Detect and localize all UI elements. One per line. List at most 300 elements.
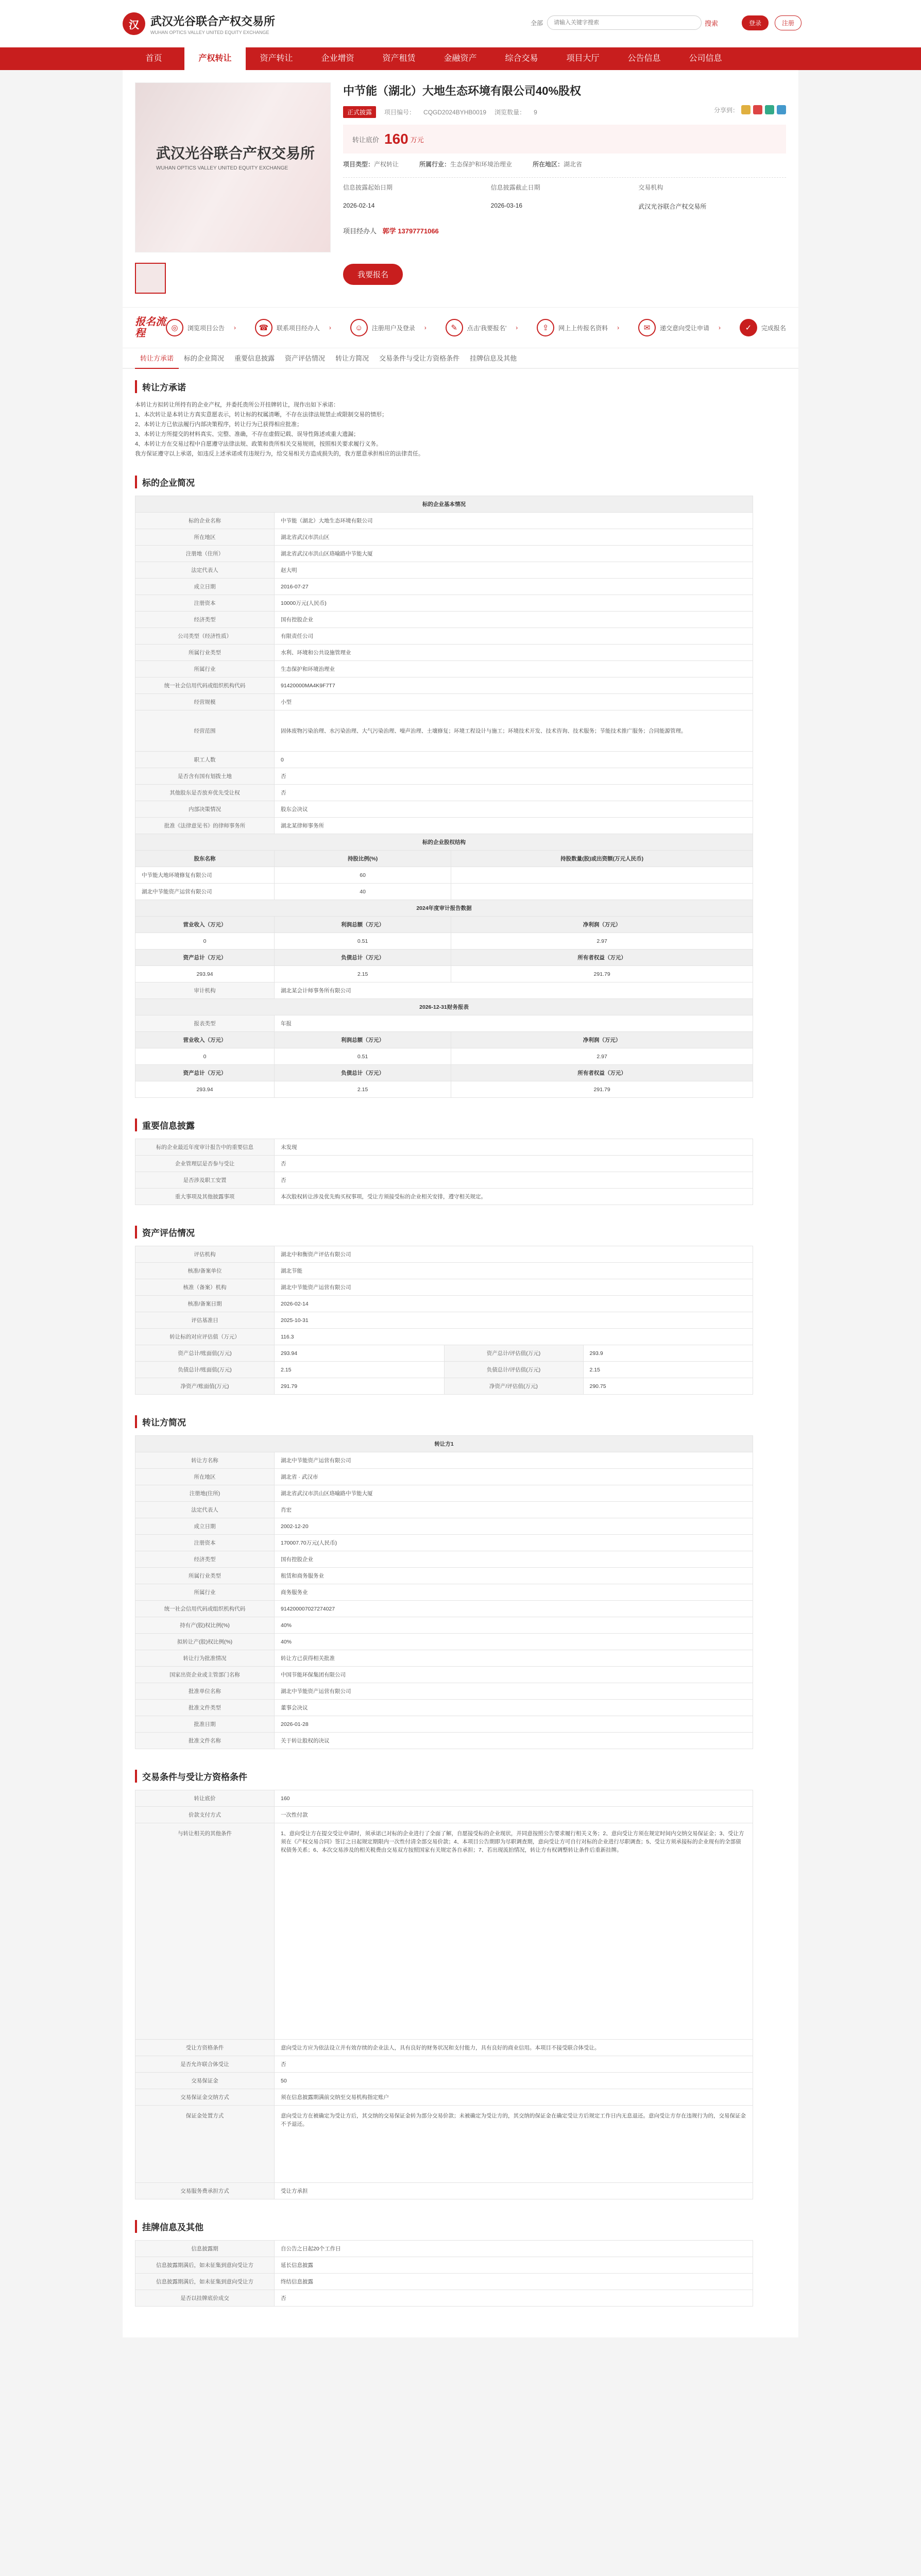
text	[451, 867, 753, 884]
row-value: 否	[275, 2290, 753, 2307]
table-row	[135, 966, 753, 982]
text: 资产总计（万元）	[135, 1065, 275, 1081]
contact-phone: 郭学 13797771066	[382, 227, 439, 235]
table-row	[135, 1733, 753, 1749]
text: 湖北某会计师事务所有限公司	[275, 982, 753, 999]
row-label: 转让行为批准情况	[135, 1650, 275, 1667]
nav-comprehensive[interactable]: 综合交易	[505, 54, 538, 63]
project-thumbnail[interactable]	[135, 263, 166, 294]
row-label: 企业管理层是否参与受让	[135, 1156, 275, 1172]
table-row	[135, 677, 753, 694]
row-value: 40%	[275, 1634, 753, 1650]
table-row	[135, 1296, 753, 1312]
row-value: 一次性付款	[275, 1807, 753, 1823]
text: 点击'我要报名'	[467, 324, 507, 332]
table-row	[135, 2183, 753, 2199]
row-value: 有限责任公司	[275, 628, 753, 645]
table-row	[135, 1683, 753, 1700]
row-label: 价款支付方式	[135, 1807, 275, 1823]
row-label: 净资产/评估值(万元)	[444, 1378, 583, 1395]
row-value: 91420000MA4K9F7T7	[275, 677, 753, 694]
text: 净利润（万元）	[451, 1032, 753, 1048]
nav-company-info[interactable]: 公司信息	[689, 54, 722, 63]
row-label: 评估机构	[135, 1246, 275, 1263]
row-value: 否	[275, 785, 753, 801]
section-title: 重要信息披露	[135, 1118, 786, 1131]
tab-transferor[interactable]: 转让方简况	[335, 354, 369, 362]
row-value: 0	[275, 752, 753, 768]
company-table	[135, 496, 753, 1098]
flow-step	[255, 319, 331, 336]
text: 净利润（万元）	[451, 917, 753, 933]
section-title: 转让方承诺	[135, 380, 786, 393]
text: 报表类型	[135, 1015, 275, 1032]
row-label: 公司类型（经济性质）	[135, 628, 275, 645]
contact-label: 项目经办人	[343, 227, 377, 235]
project-code: CQGD2024BYHB0019	[423, 108, 487, 116]
text: 291.79	[451, 966, 753, 982]
row-label: 负债总计/账面值(万元)	[135, 1362, 275, 1378]
text: 资产总计（万元）	[135, 950, 275, 966]
transferor-section	[123, 1395, 798, 1428]
text: 负债总计（万元）	[275, 1065, 451, 1081]
table-row	[135, 1378, 753, 1395]
end-date-label: 信息披露截止日期	[490, 184, 540, 191]
row-label: 资产总计/账面值(万元)	[135, 1345, 275, 1362]
row-value: 湖北中节能资产运营有限公司	[275, 1683, 753, 1700]
flow-step	[740, 319, 786, 336]
table-row	[135, 1823, 753, 2040]
row-label: 职工人数	[135, 752, 275, 768]
commitment-text: 4、本转让方在交易过程中自愿遵守法律法规、政策和贵所相关交易规则，按照相关要求履行义务。	[135, 441, 382, 447]
row-label: 经营规模	[135, 694, 275, 710]
company-section	[123, 464, 798, 488]
table-row	[135, 1790, 753, 1807]
section-title: 转让方简况	[135, 1415, 786, 1428]
table-row	[135, 1518, 753, 1535]
nav-asset-lease[interactable]: 资产租赁	[382, 54, 416, 63]
logo-mark-icon: 汉	[123, 12, 145, 35]
row-label: 其他股东是否放弃优先受让权	[135, 785, 275, 801]
row-label: 信息披露期满后，如未征集到意向受让方	[135, 2257, 275, 2274]
price-box	[343, 125, 786, 154]
tab-commitment[interactable]: 转让方承诺	[135, 353, 179, 369]
row-value: 290.75	[583, 1378, 753, 1395]
row-label: 国家出资企业或主管部门名称	[135, 1667, 275, 1683]
col-header: 持股比例(%)	[275, 851, 451, 867]
arrow-icon: ›	[329, 324, 331, 331]
row-label: 评估基准日	[135, 1312, 275, 1329]
flow-step	[446, 319, 518, 336]
table-row	[135, 1617, 753, 1634]
table-row	[135, 884, 753, 900]
table-row	[135, 1568, 753, 1584]
table-header: 标的企业基本情况	[135, 496, 753, 513]
row-label: 是否以挂牌底价成交	[135, 2290, 275, 2307]
views-label: 浏览数量：	[494, 109, 526, 116]
valuation-table	[135, 1246, 753, 1395]
row-label: 批准单位名称	[135, 1683, 275, 1700]
row-value: 本次股权转让涉及优先购买权事项，受让方须接受标的企业相关安排，遵守相关规定。	[275, 1189, 753, 1205]
row-value: 中国节能环保集团有限公司	[275, 1667, 753, 1683]
row-value: 40%	[275, 1617, 753, 1634]
flow-title: 报名流程	[135, 316, 166, 339]
project-image-subtitle: WUHAN OPTICS VALLEY UNITED EQUITY EXCHANGE	[156, 165, 288, 171]
section-title: 标的企业简况	[135, 476, 786, 488]
arrow-icon: ›	[719, 324, 721, 331]
region-label: 所在地区：	[533, 161, 564, 168]
text: 291.79	[451, 1081, 753, 1098]
text: 负债总计（万元）	[275, 950, 451, 966]
upload-icon: ⇪	[537, 319, 554, 336]
nav-equity-transfer[interactable]: 产权转让	[184, 47, 246, 70]
valuation-section	[123, 1205, 798, 1239]
nav-asset-transfer[interactable]: 资产转让	[260, 54, 293, 63]
start-date: 2026-02-14	[343, 202, 375, 209]
disclosure-table	[135, 1139, 753, 1205]
row-label: 标的企业最近年度审计报告中的重要信息	[135, 1139, 275, 1156]
search-input[interactable]	[547, 15, 702, 30]
row-label: 交易服务费承担方式	[135, 2183, 275, 2199]
row-value: 湖北省 · 武汉市	[275, 1469, 753, 1485]
row-value: 商务服务业	[275, 1584, 753, 1601]
row-label: 资产总计/评估值(万元)	[444, 1345, 583, 1362]
table-row	[135, 1015, 753, 1032]
qq-icon[interactable]	[777, 105, 786, 114]
table-row	[135, 1279, 753, 1296]
text: 0.51	[275, 1048, 451, 1065]
nav-project-hall[interactable]: 项目大厅	[566, 54, 600, 63]
text: 递交意向受让申请	[660, 324, 710, 332]
project-title: 中节能（湖北）大地生态环境有限公司40%股权	[343, 84, 582, 97]
table-row	[135, 2089, 753, 2106]
row-value: 股东会决议	[275, 801, 753, 818]
row-value: 湖北省武汉市洪山区珞喻路中节能大厦	[275, 546, 753, 562]
row-label: 统一社会信用代码或组织机构代码	[135, 677, 275, 694]
project-summary	[123, 70, 798, 307]
row-value: 租赁和商务服务业	[275, 1568, 753, 1584]
row-value: 意向受让方应为依法设立并有效存续的企业法人，具有良好的财务状况和支付能力，具有良好的商业信用。本项目不接受联合体受让。	[275, 2040, 753, 2056]
row-value: 董事会决议	[275, 1700, 753, 1716]
row-value: 须在信息披露期满前交纳至交易机构指定账户	[275, 2089, 753, 2106]
table-row	[135, 917, 753, 933]
row-label: 所属行业	[135, 661, 275, 677]
logo-subtitle: WUHAN OPTICS VALLEY UNITED EQUITY EXCHANGE	[150, 29, 269, 35]
text: 注册用户及登录	[371, 324, 415, 332]
row-label: 信息披露期	[135, 2241, 275, 2257]
table-row	[135, 752, 753, 768]
phone-icon: ☎	[255, 319, 272, 336]
row-value: 小型	[275, 694, 753, 710]
table-row	[135, 1172, 753, 1189]
tab-listing[interactable]: 挂牌信息及其他	[470, 354, 517, 362]
project-image-title: 武汉光谷联合产权交易所	[156, 145, 315, 162]
row-label: 法定代表人	[135, 562, 275, 579]
register-button[interactable]: 注册	[775, 15, 801, 30]
table-row	[135, 2290, 753, 2307]
detail-tabs	[123, 348, 798, 369]
table-row	[135, 1345, 753, 1362]
table-row	[135, 579, 753, 595]
text: 40	[275, 884, 451, 900]
table-row	[135, 785, 753, 801]
row-label: 批准文件名称	[135, 1733, 275, 1749]
table-row	[135, 1535, 753, 1551]
row-label: 批准日期	[135, 1716, 275, 1733]
row-label: 拟转让产(股)权比例(%)	[135, 1634, 275, 1650]
search-bar	[531, 15, 718, 30]
row-label: 经营范围	[135, 710, 275, 752]
text: 0.51	[275, 933, 451, 950]
browse-icon: ◎	[166, 319, 183, 336]
row-label: 所属行业类型	[135, 1568, 275, 1584]
start-date-label: 信息披露起始日期	[343, 184, 393, 191]
text: 营业收入（万元）	[135, 1032, 275, 1048]
row-label: 核准/备案单位	[135, 1263, 275, 1279]
text: 0	[135, 1048, 275, 1065]
table-row	[135, 2056, 753, 2073]
end-date: 2026-03-16	[490, 202, 523, 209]
nav-home[interactable]: 首页	[145, 54, 162, 63]
contact-info	[343, 226, 439, 235]
row-label: 负债总计/评估值(万元)	[444, 1362, 583, 1378]
row-value: 国有控股企业	[275, 612, 753, 628]
row-label: 是否允许联合体受让	[135, 2056, 275, 2073]
listing-section	[123, 2199, 798, 2233]
row-label: 保证金处置方式	[135, 2106, 275, 2183]
table-row	[135, 1502, 753, 1518]
text: 审计机构	[135, 982, 275, 999]
table-row	[135, 1139, 753, 1156]
text: 利润总额（万元）	[275, 1032, 451, 1048]
table-row	[135, 1065, 753, 1081]
row-value: 湖北中节能资产运营有限公司	[275, 1279, 753, 1296]
type-value: 产权转让	[374, 161, 399, 168]
row-label: 统一社会信用代码或组织机构代码	[135, 1601, 275, 1617]
row-label: 所属行业	[135, 1584, 275, 1601]
table-row	[135, 768, 753, 785]
table-row	[135, 867, 753, 884]
row-value: 2.15	[275, 1362, 445, 1378]
transferor-table	[135, 1435, 753, 1749]
table-row	[135, 710, 753, 752]
project-attributes	[343, 160, 786, 168]
row-value: 2026-01-28	[275, 1716, 753, 1733]
row-label: 成立日期	[135, 579, 275, 595]
row-label: 经济类型	[135, 612, 275, 628]
text: 293.94	[135, 1081, 275, 1098]
table-row	[135, 2040, 753, 2056]
submit-icon: ✉	[638, 319, 656, 336]
qzone-icon[interactable]	[741, 105, 751, 114]
text: 2.97	[451, 933, 753, 950]
table-row	[135, 1485, 753, 1502]
row-value: 160	[275, 1790, 753, 1807]
arrow-icon: ›	[617, 324, 620, 331]
text: 60	[275, 867, 451, 884]
disclosure-section	[123, 1098, 798, 1131]
row-label: 信息披露期满后，如未征集到意向受让方	[135, 2274, 275, 2290]
table-row	[135, 1650, 753, 1667]
text: 网上上传报名资料	[558, 324, 608, 332]
row-value: 否	[275, 1156, 753, 1172]
status-badge: 正式披露	[343, 106, 376, 118]
table-row	[135, 1667, 753, 1683]
table-row	[135, 1716, 753, 1733]
nav-financial-assets[interactable]: 金融资产	[444, 54, 477, 63]
disclosure-dates	[343, 177, 786, 216]
wechat-icon[interactable]	[765, 105, 774, 114]
row-value: 湖北省武汉市洪山区	[275, 529, 753, 546]
table-header: 转让方1	[135, 1436, 753, 1452]
row-value: 水利、环境和公共设施管理业	[275, 645, 753, 661]
row-value: 2026-02-14	[275, 1296, 753, 1312]
search-scope-select[interactable]: 全部	[531, 19, 543, 27]
industry-value: 生态保护和环境治理业	[450, 161, 513, 168]
row-value: 湖北省武汉市洪山区珞喻路中节能大厦	[275, 1485, 753, 1502]
commitment-text: 2、本转让方已依法履行内部决策程序，转让行为已获得相应批准；	[135, 421, 303, 428]
table-row	[135, 1551, 753, 1568]
row-value: 肖宏	[275, 1502, 753, 1518]
row-value: 2016-07-27	[275, 579, 753, 595]
table-row	[135, 1081, 753, 1098]
table-row	[135, 1048, 753, 1065]
row-value: 自公告之日起20个工作日	[275, 2241, 753, 2257]
table-row	[135, 950, 753, 966]
main-nav	[0, 47, 921, 70]
row-label: 是否含有国有划拨土地	[135, 768, 275, 785]
text: 2.15	[275, 966, 451, 982]
table-row	[135, 2241, 753, 2257]
arrow-icon: ›	[424, 324, 427, 331]
user-icon: ☺	[350, 319, 368, 336]
views-count: 9	[534, 108, 537, 116]
row-value: 国有控股企业	[275, 1551, 753, 1568]
share-label: 分享到：	[713, 106, 739, 114]
table-row	[135, 2257, 753, 2274]
row-value: 转让方已获得相关批准	[275, 1650, 753, 1667]
table-row	[135, 1189, 753, 1205]
text: 浏览项目公告	[187, 324, 225, 332]
table-row	[135, 2106, 753, 2183]
flow-step	[166, 319, 236, 336]
industry-label: 所属行业：	[419, 161, 451, 168]
row-label: 注册资本	[135, 1535, 275, 1551]
row-label: 受让方资格条件	[135, 2040, 275, 2056]
tab-conditions[interactable]: 交易条件与受让方资格条件	[379, 354, 460, 362]
apply-button[interactable]: 我要报名	[343, 264, 403, 285]
table-header: 2024年度审计报告数据	[135, 900, 753, 917]
row-label: 批准文件类型	[135, 1700, 275, 1716]
row-label: 核准/备案日期	[135, 1296, 275, 1312]
nav-capital-increase[interactable]: 企业增资	[321, 54, 354, 63]
commitment-section	[123, 369, 798, 464]
row-label: 所在地区	[135, 1469, 275, 1485]
check-icon: ✓	[740, 319, 757, 336]
click-icon: ✎	[446, 319, 463, 336]
tab-valuation[interactable]: 资产评估情况	[285, 354, 326, 362]
text: 联系项目经办人	[276, 324, 320, 332]
commitment-text: 1、本次转让是本转让方真实意愿表示，转让标的权属清晰，不存在法律法规禁止或限制交易的情形；	[135, 412, 388, 418]
application-flow	[123, 307, 798, 348]
text: 所有者权益（万元）	[451, 950, 753, 966]
table-row	[135, 1329, 753, 1345]
tab-company[interactable]: 标的企业简况	[184, 354, 225, 362]
table-row	[135, 562, 753, 579]
table-row	[135, 1452, 753, 1469]
type-label: 项目类型：	[343, 161, 374, 168]
arrow-icon: ›	[516, 324, 518, 331]
text: 利润总额（万元）	[275, 917, 451, 933]
nav-announcements[interactable]: 公告信息	[627, 54, 661, 63]
row-label: 内部决策情况	[135, 801, 275, 818]
table-row	[135, 1246, 753, 1263]
flow-step	[537, 319, 619, 336]
row-value: 中节能（湖北）大地生态环境有限公司	[275, 513, 753, 529]
row-label: 转让底价	[135, 1790, 275, 1807]
table-row	[135, 645, 753, 661]
text: 293.94	[135, 966, 275, 982]
login-button[interactable]: 登录	[742, 15, 769, 30]
text: 2.15	[275, 1081, 451, 1098]
table-row	[135, 694, 753, 710]
row-value: 延长信息披露	[275, 2257, 753, 2274]
table-row	[135, 1312, 753, 1329]
table-row	[135, 1156, 753, 1172]
row-value: 293.9	[583, 1345, 753, 1362]
table-row	[135, 1263, 753, 1279]
table-row	[135, 1362, 753, 1378]
table-row	[135, 595, 753, 612]
flow-step	[638, 319, 721, 336]
row-value: 湖北某律师事务所	[275, 818, 753, 834]
listing-table	[135, 2240, 753, 2307]
tab-disclosure[interactable]: 重要信息披露	[234, 354, 275, 362]
weibo-icon[interactable]	[753, 105, 762, 114]
row-value: 否	[275, 1172, 753, 1189]
row-value: 湖北中和衡资产评估有限公司	[275, 1246, 753, 1263]
row-value: 914200007027274027	[275, 1601, 753, 1617]
table-row	[135, 529, 753, 546]
row-value: 否	[275, 2056, 753, 2073]
table-row	[135, 801, 753, 818]
row-value: 赵大明	[275, 562, 753, 579]
row-value: 293.94	[275, 1345, 445, 1362]
row-label: 核准（备案）机构	[135, 1279, 275, 1296]
row-value: 170007.70万元(人民币)	[275, 1535, 753, 1551]
row-value: 116.3	[275, 1329, 753, 1345]
text: 营业收入（万元）	[135, 917, 275, 933]
row-value: 50	[275, 2073, 753, 2089]
commitment-text: 3、本转让方所提交的材料真实、完整、准确，不存在虚假记载、误导性陈述或重大遗漏；	[135, 431, 360, 437]
table-row	[135, 1469, 753, 1485]
row-label: 成立日期	[135, 1518, 275, 1535]
row-label: 注册资本	[135, 595, 275, 612]
row-label: 与转让相关的其他条件	[135, 1823, 275, 2040]
conditions-table	[135, 1790, 753, 2199]
table-row	[135, 818, 753, 834]
table-row	[135, 513, 753, 529]
row-value: 未发现	[275, 1139, 753, 1156]
project-image	[135, 82, 331, 252]
table-row	[135, 546, 753, 562]
region-value: 湖北省	[564, 161, 583, 168]
site-logo[interactable]	[123, 12, 275, 35]
row-label: 净资产/账面值(万元)	[135, 1378, 275, 1395]
price-label: 转让底价	[352, 135, 380, 144]
search-button[interactable]: 搜索	[705, 19, 719, 27]
table-row	[135, 628, 753, 645]
